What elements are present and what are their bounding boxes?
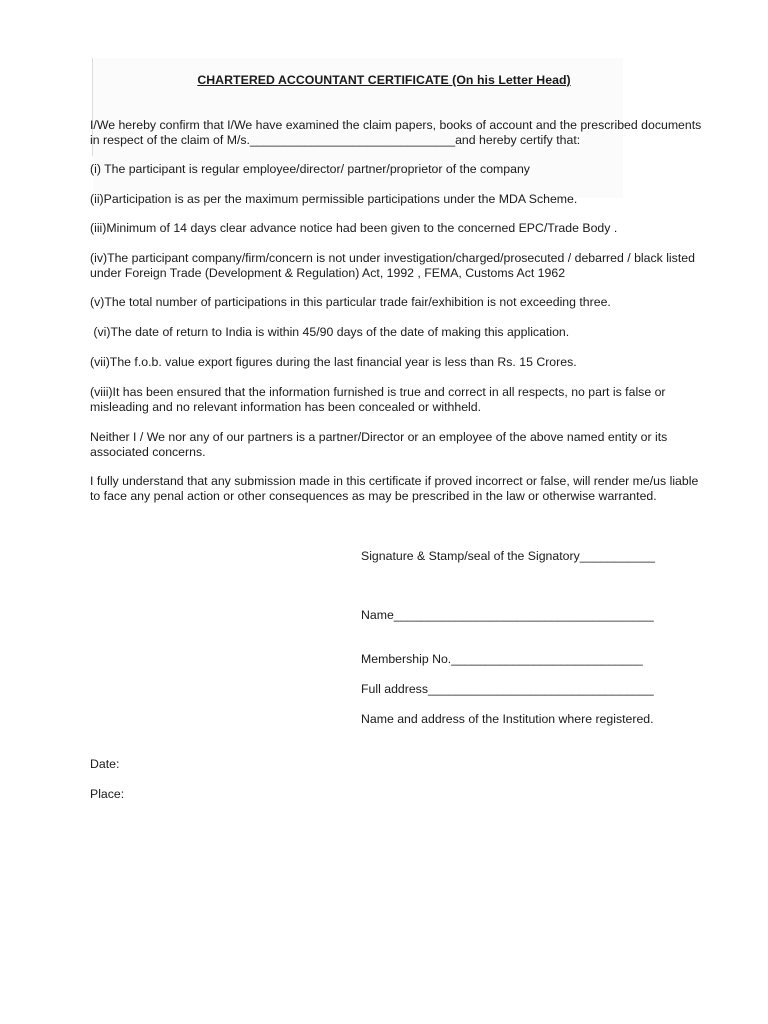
clause-iv-line-2: under Foreign Trade (Development & Regulation) Act, 1992 , FEMA, Customs Act 1962 [90, 265, 566, 280]
institution-field: Name and address of the Institution where registered. [361, 712, 654, 726]
name-field: Name______________________________________ [361, 608, 654, 622]
neither-line-2: associated concerns. [90, 444, 206, 459]
clause-v [90, 295, 730, 310]
neither-line-1: Neither I / We nor any of our partners is a partner/Director or an employee of the above named entity or its [90, 430, 668, 444]
intro-paragraph [90, 118, 730, 147]
understand-line-1: I fully understand that any submission made in this certificate if proved incorrect or false, will render me/us liable [90, 474, 699, 488]
clause-viii-line-2: misleading and no relevant information has been concealed or withheld. [90, 399, 482, 414]
clause-ii-text: (ii)Participation is as per the maximum permissible participations under the MDA Scheme. [90, 192, 578, 206]
clause-iv-line-1: (iv)The participant company/firm/concern is not under investigation/charged/prosecuted / debarred / black listed [90, 251, 695, 265]
clause-iii-text: (iii)Minimum of 14 days clear advance notice had been given to the concerned EPC/Trade Body . [90, 221, 618, 235]
document-title: CHARTERED ACCOUNTANT CERTIFICATE (On his Letter Head) [197, 73, 571, 87]
clause-i [90, 162, 730, 177]
full-address-field: Full address_________________________________ [361, 682, 654, 696]
membership-number-field: Membership No.____________________________ [361, 652, 643, 666]
signature-field: Signature & Stamp/seal of the Signatory___________ [361, 549, 655, 563]
clause-iii [90, 221, 730, 236]
clause-vii [90, 355, 730, 370]
clause-ii [90, 192, 730, 207]
neither-paragraph [90, 430, 730, 459]
clause-viii-line-1: (viii)It has been ensured that the information furnished is true and correct in all respects, no part is false or [90, 385, 666, 399]
understand-paragraph [90, 474, 730, 503]
clause-vi [90, 325, 730, 340]
clause-iv [90, 251, 730, 280]
clause-vii-text: (vii)The f.o.b. value export figures during the last financial year is less than Rs. 15 Crores. [90, 355, 577, 369]
date-label: Date: [90, 757, 120, 771]
understand-line-2: to face any penal action or other consequences as may be prescribed in the law or otherwise warranted. [90, 488, 657, 503]
intro-line-1: I/We hereby confirm that I/We have examined the claim papers, books of account and the prescribed documents [90, 118, 702, 132]
clause-vi-text: (vi)The date of return to India is within 45/90 days of the date of making this application. [90, 325, 570, 339]
place-label: Place: [90, 787, 125, 801]
clause-viii [90, 385, 730, 414]
clause-i-text: (i) The participant is regular employee/director/ partner/proprietor of the company [90, 162, 530, 176]
clause-v-text: (v)The total number of participations in this particular trade fair/exhibition is not exceeding three. [90, 295, 611, 309]
intro-line-2: in respect of the claim of M/s.______________________________and hereby certify that: [90, 132, 581, 147]
